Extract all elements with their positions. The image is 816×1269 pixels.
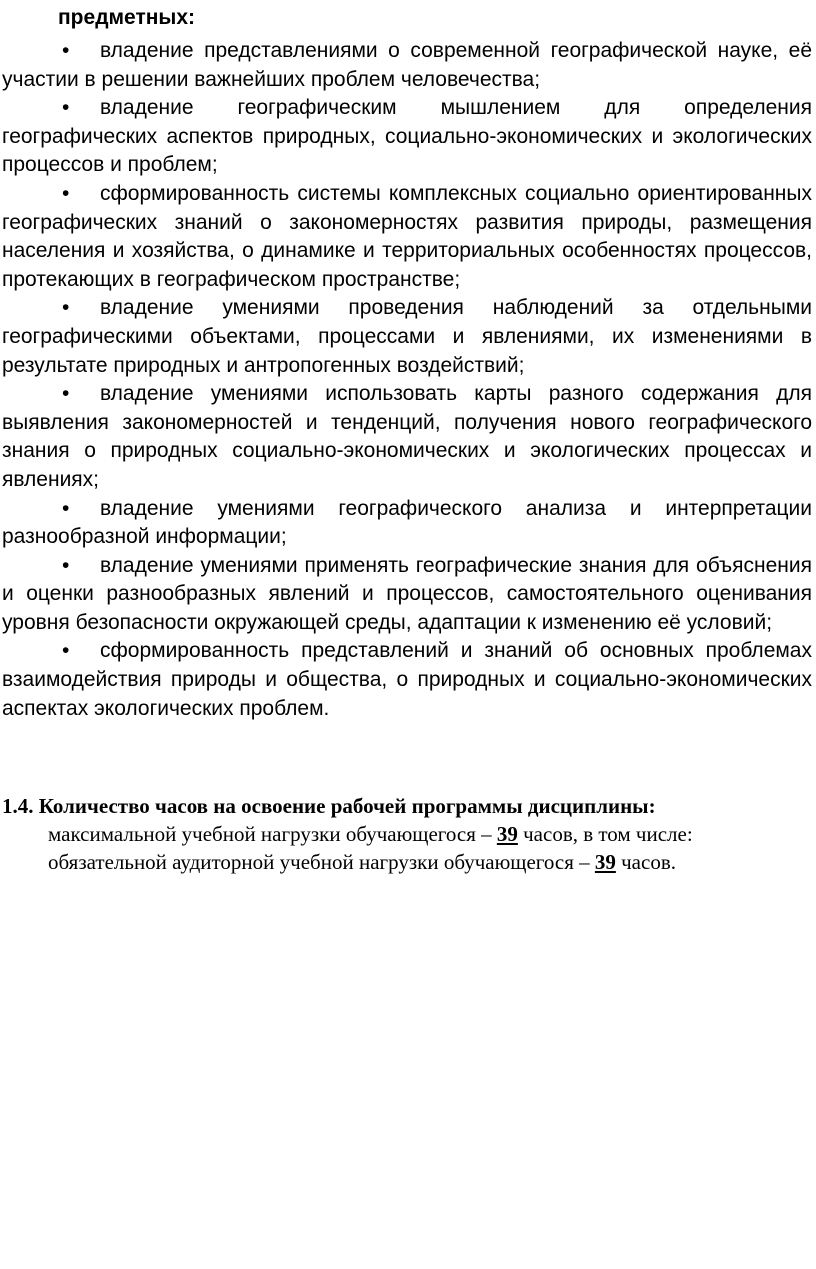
hours-section: [2, 792, 812, 876]
bullet-icon: •: [62, 639, 70, 663]
classroom-load-suffix: часов.: [615, 850, 676, 874]
list-item-text: владение представлениями о современной географической науке, её участии в решении важнейших проблем человечества;: [2, 39, 812, 91]
bullet-icon: •: [62, 553, 70, 577]
list-item: [2, 294, 812, 380]
bullet-list: [2, 37, 812, 723]
list-item: [2, 37, 812, 94]
bullet-icon: •: [62, 96, 70, 120]
classroom-load-value: 39: [594, 850, 616, 874]
list-item: [2, 637, 812, 723]
bullet-icon: •: [62, 181, 70, 205]
list-item: [2, 495, 812, 552]
list-item-text: владение умениями географического анализа и интерпретации разнообразной информации;: [2, 496, 812, 549]
list-item-text: сформированность системы комплексных социально ориентированных географических знаний о закономерностях развития природы, размещения населения и хозяйства, о динамике и территориальных особенностях процессов, протекающих в географическом пространстве;: [2, 181, 812, 291]
list-item-text: владение географическим мышлением для определения географических аспектов природных, социально-экономических и экологических процессов и проблем;: [2, 96, 812, 177]
classroom-load-prefix: обязательной аудиторной учебной нагрузки обучающегося –: [48, 850, 595, 874]
list-item: [2, 180, 812, 294]
section-title: 1.4. Количество часов на освоение рабочей программы дисциплины:: [2, 794, 656, 818]
max-load-suffix: часов, в том числе:: [517, 822, 693, 846]
bullet-icon: •: [62, 296, 70, 320]
section-heading: предметных:: [58, 6, 196, 29]
bullet-icon: •: [62, 39, 70, 62]
bullet-icon: •: [62, 382, 70, 406]
bullet-icon: •: [62, 496, 70, 520]
max-load-value: 39: [496, 822, 518, 846]
list-item-text: владение умениями использовать карты разного содержания для выявления закономерностей и тенденций, получения нового географического знания о природных социально-экономических и экологических процессах и явлениях;: [2, 382, 812, 491]
list-item-text: сформированность представлений и знаний об основных проблемах взаимодействия природы и общества, о природных и социально-экономических аспектах экологических проблем.: [2, 639, 812, 720]
list-item-text: владение умениями проведения наблюдений за отдельными географическими объектами, процессами и явлениями, их изменениями в результате природных и антропогенных воздействий;: [2, 296, 812, 377]
max-load-line: [2, 820, 812, 848]
list-item: [2, 94, 812, 180]
list-item: [2, 380, 812, 494]
classroom-load-line: [2, 848, 812, 876]
max-load-prefix: максимальной учебной нагрузки обучающегося –: [48, 822, 497, 846]
list-item: [2, 552, 812, 638]
list-item-text: владение умениями применять географические знания для объяснения и оценки разнообразных явлений и процессов, самостоятельного оценивания уровня безопасности окружающей среды, адаптации к изменению её условий;: [2, 553, 812, 634]
